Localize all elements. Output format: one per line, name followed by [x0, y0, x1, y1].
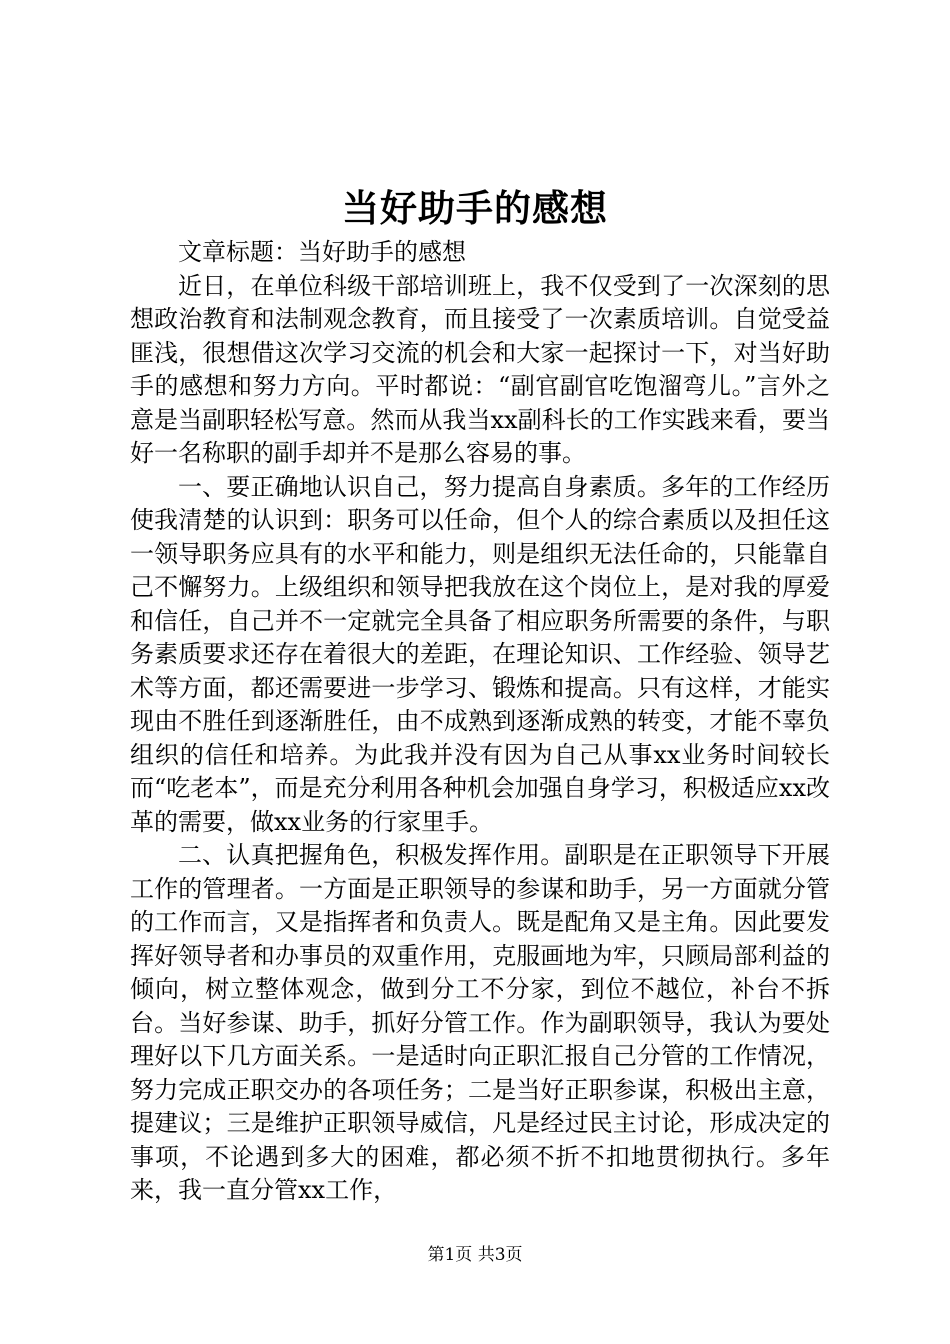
- paragraph-section-one: 一、要正确地认识自己，努力提高自身素质。多年的工作经历使我清楚的认识到：职务可以任命，但个人的综合素质以及担任这一领导职务应具有的水平和能力，则是组织无法任命的，只能靠自己不懈努力。上级组织和领导把我放在这个岗位上，是对我的厚爱和信任，自己并不一定就完全具备了相应职务所需要的条件，与职务素质要求还存在着很大的差距，在理论知识、工作经验、领导艺术等方面，都还需要进一步学习、锻炼和提高。只有这样，才能实现由不胜任到逐渐胜任，由不成熟到逐渐成熟的转变，才能不辜负组织的信任和培养。为此我并没有因为自己从事xx业务时间较长而“吃老本”，而是充分利用各种机会加强自身学习，积极适应xx改革的需要，做xx业务的行家里手。: [130, 472, 830, 836]
- paragraph-article-heading: 文章标题：当好助手的感想: [178, 238, 466, 266]
- document-title: 当好助手的感想: [342, 186, 608, 230]
- page-number-footer: 第1页 共3页: [427, 1245, 523, 1265]
- paragraph-intro: 近日，在单位科级干部培训班上，我不仅受到了一次深刻的思想政治教育和法制观念教育，而且接受了一次素质培训。自觉受益匪浅，很想借这次学习交流的机会和大家一起探讨一下，对当好助手的感想和努力方向。平时都说：“副官副官吃饱溜弯儿。”言外之意是当副职轻松写意。然而从我当xx副科长的工作实践来看，要当好一名称职的副手却并不是那么容易的事。: [130, 271, 830, 467]
- document-body: [130, 236, 830, 1208]
- paragraph-section-two: 二、认真把握角色，积极发挥作用。副职是在正职领导下开展工作的管理者。一方面是正职领导的参谋和助手，另一方面就分管的工作而言，又是指挥者和负责人。既是配角又是主角。因此要发挥好领导者和办事员的双重作用，克服画地为牢，只顾局部利益的倾向，树立整体观念，做到分工不分家，到位不越位，补台不拆台。当好参谋、助手，抓好分管工作。作为副职领导，我认为要处理好以下几方面关系。一是适时向正职汇报自己分管的工作情况，努力完成正职交办的各项任务；二是当好正职参谋，积极出主意，提建议；三是维护正职领导威信，凡是经过民主讨论，形成决定的事项，不论遇到多大的困难，都必须不折不扣地贯彻执行。多年来，我一直分管xx工作，: [130, 841, 830, 1204]
